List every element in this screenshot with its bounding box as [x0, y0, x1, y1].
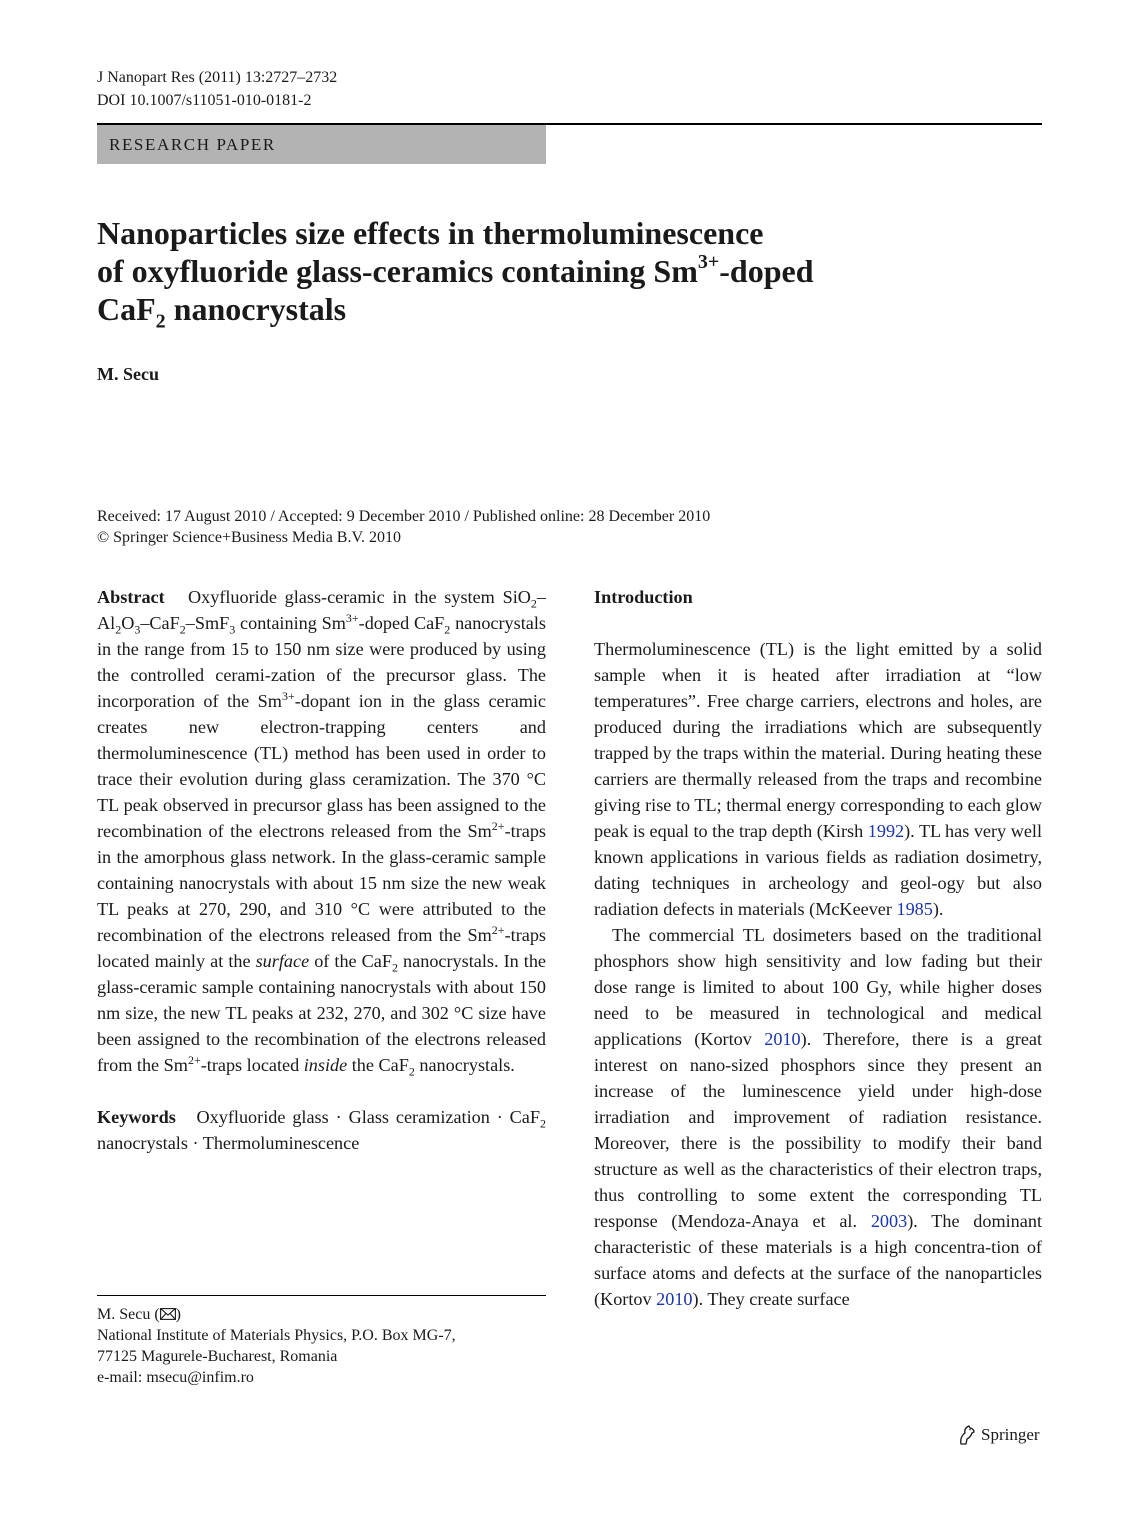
keywords-text: Oxyfluoride glass · Glass ceramization · CaF	[196, 1107, 540, 1127]
citation-link[interactable]: 2010	[764, 1029, 801, 1049]
introduction-heading: Introduction	[594, 587, 693, 607]
dates-line: Received: 17 August 2010 / Accepted: 9 December 2010 / Published online: 28 December 2010	[97, 508, 711, 525]
abstract-text: nanocrystals. In the glass-ceramic sample containing nanocrystals with about 150 nm size, the new TL peaks at 232, 270, and 302 °C size have been assigned to the recombination of the electrons released from the Sm	[97, 951, 546, 1075]
intro-text: ). Therefore, there is a great interest on nano-sized phosphors since they present an increase of the luminescence yield under high-dose irradiation and improvement of radiation resistance. Moreover, there is the possibility to modify their band structure as well as the characteristics of their electron traps, thus controlling to some extent the corresponding TL response (Mendoza-Anaya et al.	[594, 1029, 1043, 1231]
title-line-2	[97, 252, 997, 290]
author-footnote	[97, 1304, 456, 1388]
emphasis-text: inside	[303, 1055, 348, 1075]
abstract-text: Oxyfluoride glass-ceramic in the system SiO	[188, 587, 531, 607]
superscript: 2+	[187, 1052, 201, 1067]
subscript: 3	[229, 622, 236, 637]
citation-link[interactable]: 1992	[867, 821, 905, 841]
spacer	[594, 610, 1042, 636]
abstract-text: –CaF	[140, 613, 180, 633]
abstract-text: O	[121, 613, 135, 633]
superscript: 2+	[491, 922, 505, 937]
title-line-3	[97, 290, 997, 333]
subscript: 2	[530, 596, 537, 611]
footnote-paren: )	[175, 1306, 181, 1323]
intro-text: Thermoluminescence (TL) is the light emitted by a solid sample when it is heated after irradiation at “low temperatures”. Free charge carriers, electrons and holes, are produced during the irradiations which are subsequently trapped by the traps within the material. During heating these carriers are thermally released from the traps and recombine giving rise to TL; thermal energy corresponding to each glow peak is equal to the trap depth (Kirsh	[594, 639, 1042, 841]
title-text: CaF	[97, 291, 156, 327]
title-text: nanocrystals	[165, 291, 347, 327]
footnote-name: M. Secu (	[97, 1306, 160, 1323]
left-column	[97, 584, 546, 1156]
publisher-name: Springer	[981, 1425, 1040, 1444]
journal-citation: J Nanopart Res (2011) 13:2727–2732	[97, 69, 338, 86]
subscript: 2	[444, 622, 451, 637]
abstract-text: -dopant ion in the glass ceramic creates new electron-trapping centers and thermoluminescence (TL) method has been used in order to trace their evolution during glass ceramization. The 370 °C TL peak observed in precursor glass has been assigned to the recombination of the electrons released from the Sm	[97, 691, 546, 841]
subscript: 2	[179, 622, 186, 637]
abstract-heading: Abstract	[97, 587, 165, 607]
title-text: -doped	[719, 253, 814, 289]
citation-link[interactable]: 2003	[870, 1211, 908, 1231]
subscript: 3	[134, 622, 141, 637]
springer-horse-icon	[957, 1424, 977, 1446]
article-type-banner: RESEARCH PAPER	[97, 125, 546, 164]
right-column	[594, 584, 1042, 1312]
abstract-text: -doped CaF	[358, 613, 445, 633]
intro-paragraph-2	[594, 922, 1042, 1312]
intro-text: ). TL has very well known applications in various fields as radiation dosimetry, dating techniques in archeology and geol-ogy but also radiation defects in materials (McKeever	[594, 821, 1043, 919]
paper-title	[97, 214, 997, 333]
intro-text: The commercial TL dosimeters based on the traditional phosphors show high sensitivity and low fading but their dose range is limited to about 100 Gy, while higher doses need to be measured in technological and medical applications (Kortov	[594, 925, 1042, 1049]
intro-paragraph-1	[594, 636, 1042, 922]
keywords-text: nanocrystals · Thermoluminescence	[97, 1133, 360, 1153]
abstract-text: -traps in the amorphous glass network. In the glass-ceramic sample containing nanocrystals with about 15 nm size the new weak TL peaks at 270, 290, and 310 °C were attributed to the recombination of the electrons released from the Sm	[97, 821, 546, 945]
envelope-icon	[160, 1308, 176, 1320]
abstract-text: containing Sm	[235, 613, 346, 633]
superscript: 2+	[491, 818, 505, 833]
emphasis-text: surface	[255, 951, 310, 971]
copyright-line: © Springer Science+Business Media B.V. 2010	[97, 529, 401, 546]
abstract-text: -traps located mainly at the	[97, 925, 546, 971]
abstract-text: nanocrystals in the range from 15 to 150 nm size were produced by using the controlled cerami-zation of the precursor glass. The incorporation of the Sm	[97, 613, 546, 711]
footnote-email[interactable]: e-mail: msecu@infim.ro	[97, 1369, 254, 1386]
subscript: 2	[392, 960, 398, 975]
footnote-name-line	[97, 1304, 456, 1325]
publication-dates	[97, 506, 710, 548]
title-subscript: 2	[155, 310, 166, 333]
journal-doi: DOI 10.1007/s11051-010-0181-2	[97, 92, 312, 109]
keywords-heading: Keywords	[97, 1107, 176, 1127]
subscript: 2	[540, 1116, 546, 1131]
subscript: 2	[115, 622, 122, 637]
intro-text: ). The dominant characteristic of these materials is a high concentra-tion of surface atoms and defects at the surface of the nanoparticles (Kortov	[594, 1211, 1042, 1309]
abstract-text: –Al	[97, 587, 546, 633]
superscript: 3+	[345, 610, 359, 625]
citation-link[interactable]: 2010	[656, 1289, 693, 1309]
title-text: of oxyfluoride glass-ceramics containing Sm	[97, 253, 698, 289]
intro-text: ). They create surface	[692, 1289, 850, 1309]
footnote-affiliation-2: 77125 Magurele-Bucharest, Romania	[97, 1348, 338, 1365]
abstract-text: nanocrystals.	[414, 1055, 515, 1075]
title-superscript: 3+	[697, 251, 720, 274]
abstract-text: of the CaF	[309, 951, 392, 971]
spacer	[97, 1078, 546, 1104]
abstract-text: the CaF	[347, 1055, 409, 1075]
journal-header	[97, 66, 337, 112]
publisher-mark	[957, 1424, 1040, 1446]
abstract-text: -traps located	[200, 1055, 304, 1075]
abstract-text: –SmF	[185, 613, 230, 633]
keywords-paragraph	[97, 1104, 546, 1156]
author-name: M. Secu	[97, 364, 159, 384]
citation-link[interactable]: 1985	[896, 899, 933, 919]
footnote-affiliation-1: National Institute of Materials Physics, P.O. Box MG-7,	[97, 1327, 456, 1344]
superscript: 3+	[281, 688, 295, 703]
subscript: 2	[408, 1064, 415, 1079]
title-line-1: Nanoparticles size effects in thermoluminescence	[97, 215, 764, 251]
footnote-rule	[97, 1295, 546, 1296]
intro-text: ).	[932, 899, 944, 919]
abstract-paragraph	[97, 584, 546, 1078]
